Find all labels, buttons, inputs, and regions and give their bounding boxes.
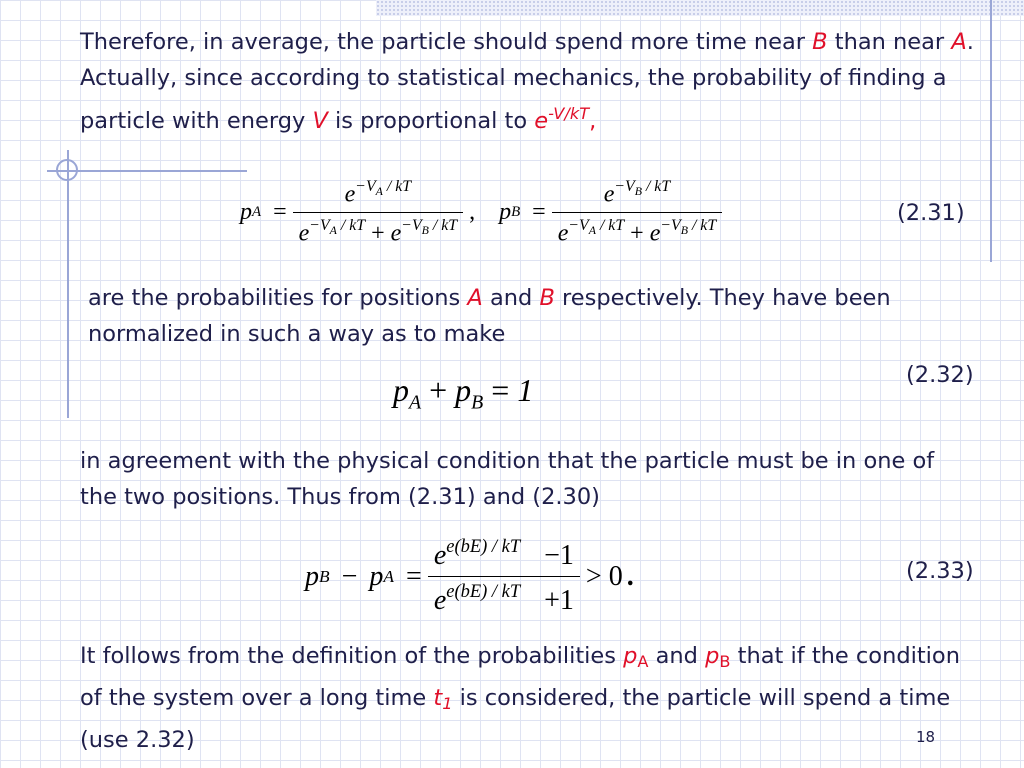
right-rule (990, 0, 992, 262)
equation-2-33: p B − p A = $\frac{e^{e(bE) / kT} -1}{e^{e(bE) / kT} +1}$ > 0 . (305, 536, 634, 616)
variable-V: V (312, 107, 328, 134)
page-number: 18 (916, 728, 936, 746)
equation-number-2-33: (2.33) (906, 558, 974, 584)
paragraph-conclusion: It follows from the definition of the probabilities $p_A$ and $p_B$ that if the condition of the system over a long time $t_1$ is considered, the particle will spend a time (use 2.32) (80, 643, 960, 754)
probability-pB: $p_B$ (705, 643, 731, 672)
equation-number-2-31: (2.31) (897, 200, 965, 226)
probability-pA: $p_A$ (623, 643, 649, 672)
equation-number-2-32: (2.32) (906, 362, 974, 388)
fraction-difference: $\frac{e^{e(bE) / kT} -1}{e^{e(bE) / kT} +1}$ (428, 536, 580, 617)
paragraph-normalization: are the probabilities for positions A and B respectively. They have been normalized in such a way as to make (88, 285, 891, 347)
paragraph-agreement: in agreement with the physical condition that the particle must be in one of the two positions. Thus from (2.31) and (2.30) (80, 448, 935, 510)
variable-B: B (539, 285, 555, 311)
left-circle-ornament (56, 159, 78, 181)
equation-2-32: $p_A + p_B = 1$ (393, 372, 534, 414)
variable-B: B (812, 29, 828, 55)
paragraph-intro: Therefore, in average, the particle should spend more time near B than near A. Actually, since according to statistical mechanics, the probability of finding a particle with energy V is proportional to $e^{-V/kT}$, (80, 29, 974, 134)
variable-A: A (467, 285, 483, 311)
top-pattern-band (376, 0, 1024, 16)
fraction-pA: $\frac{e^{-V_A / kT}}{e^{-V_A / kT} + e^{-V_B / kT}}$ (293, 178, 463, 248)
variable-A: A (951, 29, 967, 55)
equation-2-31: p A = $\frac{e^{-V_A / kT}}{e^{-V_A / kT} + e^{-V_B / kT}}$ , p B = $\frac{e^{-V_B / kT}}{e^{-V_A / kT} + e^{-V_B / kT}}$ (240, 178, 728, 248)
time-t1: $t_1$ (433, 685, 453, 714)
fraction-pB: $\frac{e^{-V_B / kT}}{e^{-V_A / kT} + e^{-V_B / kT}}$ (552, 178, 722, 248)
left-rule (67, 150, 69, 418)
boltzmann-factor: $e^{-V/kT}$, (534, 104, 597, 134)
